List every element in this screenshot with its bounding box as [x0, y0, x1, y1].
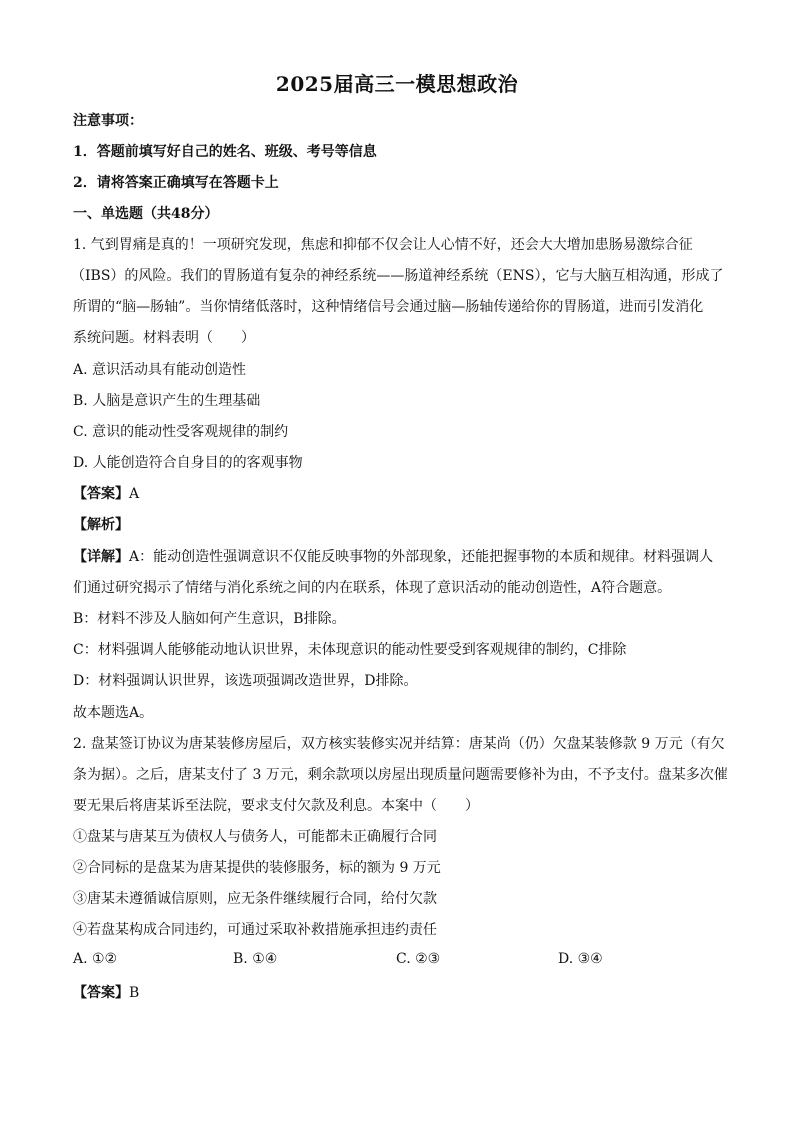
- q1-option-d: D. 人能创造符合自身目的的客观事物: [73, 455, 303, 471]
- q1-option-a: A. 意识活动具有能动创造性: [73, 362, 247, 378]
- q2-statement: ④若盘某构成合同违约，可通过采取补救措施承担违约责任: [73, 922, 437, 938]
- q1-detail-line: 们通过研究揭示了情绪与消化系统之间的内在联系，体现了意识活动的能动创造性，A符合题意。: [73, 580, 672, 596]
- q1-option-c: C. 意识的能动性受客观规律的制约: [73, 424, 289, 440]
- notice-heading: 注意事项：: [73, 113, 143, 129]
- answer-value: A: [129, 486, 140, 502]
- q1-detail-line: B：材料不涉及人脑如何产生意识，B排除。: [73, 611, 346, 627]
- page-title: 2025届高三一模思想政治: [275, 72, 519, 96]
- q2-option-b: B. ①④: [233, 951, 278, 967]
- q1-analysis-tag: 【解析】: [73, 517, 129, 533]
- detail-tag: 【详解】: [73, 549, 129, 565]
- detail-text: A：能动创造性强调意识不仅能反映事物的外部现象，还能把握事物的本质和规律。材料强调人: [129, 549, 714, 565]
- q1-stem-line: 所谓的“脑—肠轴”。当你情绪低落时，这种情绪信号会通过脑—肠轴传递给你的胃肠道，进而引发消化: [73, 299, 704, 315]
- answer-tag: 【答案】: [73, 985, 129, 1001]
- q2-statement: ①盘某与唐某互为债权人与债务人，可能都未正确履行合同: [73, 829, 437, 845]
- answer-tag: 【答案】: [73, 486, 129, 502]
- answer-value: B: [129, 985, 140, 1001]
- q1-stem-line: 系统问题。材料表明（ ）: [73, 330, 255, 346]
- q2-stem-line: 条为据）。之后，唐某支付了 3 万元，剩余款项以房屋出现质量问题需要修补为由，不予支付。盘某多次催: [73, 767, 728, 783]
- q1-answer: [73, 483, 139, 503]
- q2-option-a: A. ①②: [73, 951, 118, 967]
- q2-answer: [73, 982, 139, 1002]
- q2-option-d: D. ③④: [558, 951, 603, 967]
- q1-option-b: B. 人脑是意识产生的生理基础: [73, 393, 261, 409]
- q1-stem-line: （IBS）的风险。我们的胃肠道有复杂的神经系统——肠道神经系统（ENS），它与大脑互相沟通，形成了: [71, 268, 724, 284]
- q2-stem-line: 2. 盘某签订协议为唐某装修房屋后，双方核实装修实况并结算：唐某尚（仍）欠盘某装修款 9 万元（有欠: [73, 736, 725, 752]
- section-heading: 一、单选题（共48分）: [73, 206, 219, 222]
- notice-item: 2．请将答案正确填写在答题卡上: [73, 175, 279, 191]
- q2-statement: ②合同标的是盘某为唐某提供的装修服务，标的额为 9 万元: [73, 860, 441, 876]
- q2-stem-line: 要无果后将唐某诉至法院，要求支付欠款及利息。本案中（ ）: [73, 798, 479, 814]
- notice-item: 1．答题前填写好自己的姓名、班级、考号等信息: [73, 144, 377, 160]
- q1-stem-line: 1. 气到胃痛是真的！一项研究发现，焦虑和抑郁不仅会让人心情不好，还会大大增加患肠易激综合征: [73, 237, 693, 253]
- q1-detail-line: 故本题选A。: [73, 705, 154, 721]
- q1-detail-line: [73, 546, 713, 566]
- q1-detail-line: D：材料强调认识世界，该选项强调改造世界，D排除。: [73, 673, 418, 689]
- q2-statement: ③唐某未遵循诚信原则，应无条件继续履行合同，给付欠款: [73, 891, 437, 907]
- q1-detail-line: C：材料强调人能够能动地认识世界，未体现意识的能动性要受到客观规律的制约，C排除: [73, 642, 627, 658]
- q2-option-c: C. ②③: [396, 951, 441, 967]
